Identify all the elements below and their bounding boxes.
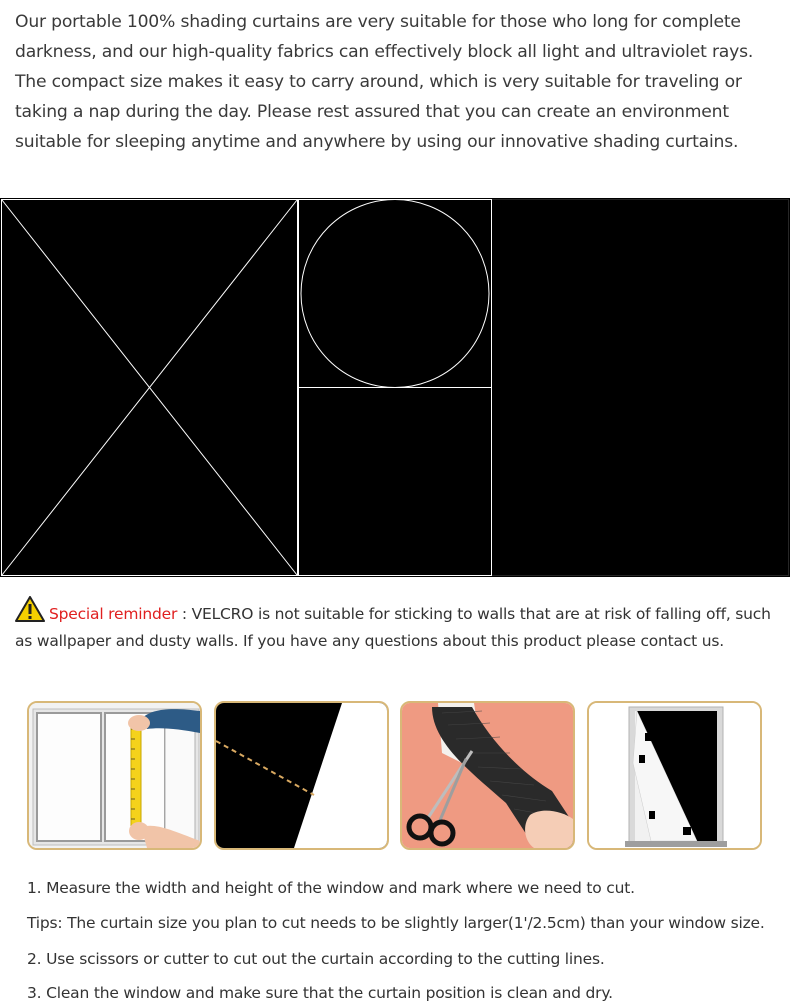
reminder-label: Special reminder	[49, 605, 178, 623]
step-image-cut-curtain	[214, 701, 389, 850]
step-image-install-curtain	[587, 701, 762, 850]
installation-steps	[27, 701, 767, 851]
warning-icon	[15, 596, 45, 629]
curtain-size-diagram	[0, 198, 790, 577]
step-image-velcro-tape	[400, 701, 575, 850]
instruction-tip: Tips: The curtain size you plan to cut needs to be slightly larger(1'/2.5cm) than your window size.	[27, 914, 765, 932]
instruction-step-3: 3. Clean the window and make sure that the curtain position is clean and dry.	[27, 984, 613, 1002]
step-image-measure-window	[27, 701, 202, 850]
intro-paragraph: Our portable 100% shading curtains are very suitable for those who long for complete darkness, and our high-quality fabrics can effectively block all light and ultraviolet rays. The compact size makes it easy to carry around, which is very suitable for traveling or taking a nap during the day. Please rest assured that you can create an environment suitable for sleeping anytime and anywhere by using our innovative shading curtains.	[15, 12, 754, 152]
reminder-text: : VELCRO is not suitable for sticking to walls that are at risk of falling off, such as wallpaper and dusty walls. If you have any questions about this product please contact us.	[15, 605, 771, 650]
special-reminder	[15, 596, 785, 653]
instruction-step-1: 1. Measure the width and height of the window and mark where we need to cut.	[27, 879, 635, 897]
instruction-step-2: 2. Use scissors or cutter to cut out the curtain according to the cutting lines.	[27, 950, 605, 968]
